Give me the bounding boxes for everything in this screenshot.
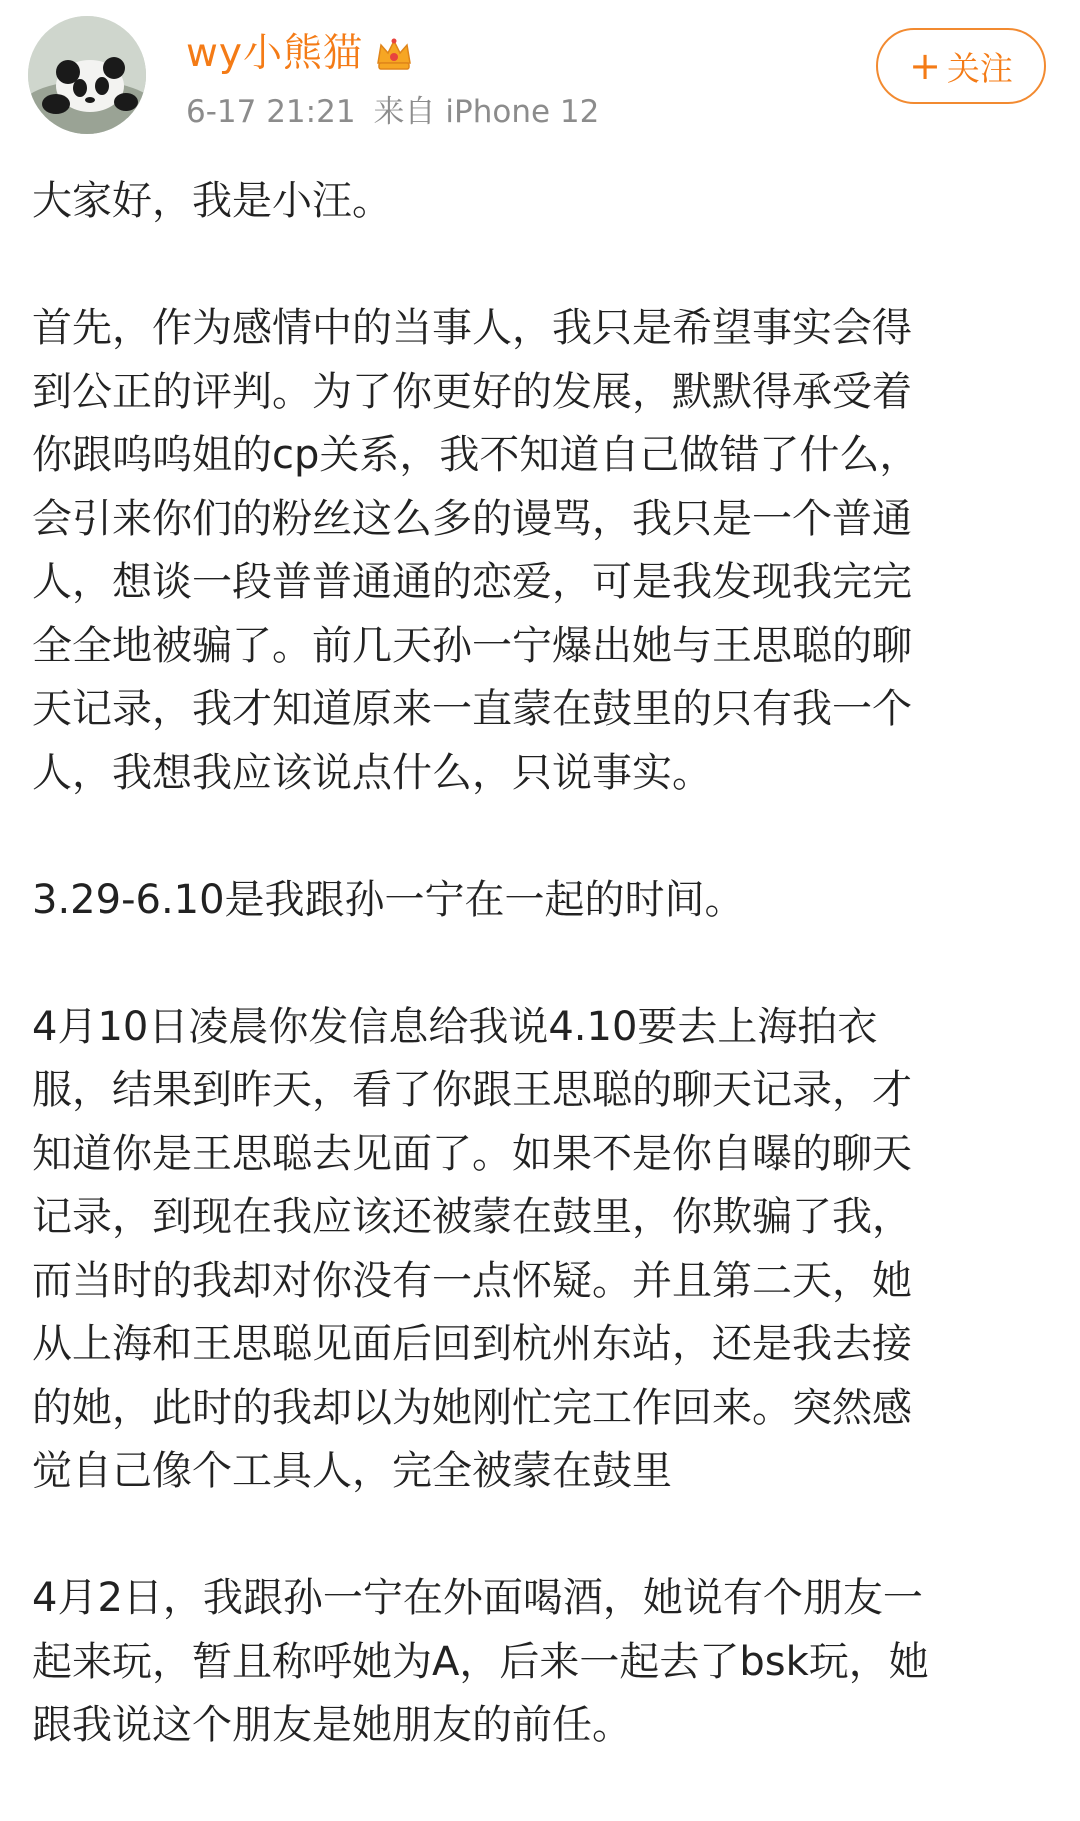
text-line: 首先，作为感情中的当事人，我只是希望事实会得: [32, 305, 912, 351]
post-paragraph: [32, 170, 1052, 234]
post-paragraph: [32, 297, 1052, 805]
text-line: 的她，此时的我却以为她刚忙完工作回来。突然感: [32, 1384, 912, 1431]
follow-button[interactable]: [876, 28, 1046, 104]
post-meta: [186, 92, 617, 132]
post-paragraph: [32, 1567, 1052, 1758]
panda-avatar-icon: [28, 16, 146, 134]
text-line: 4月10日凌晨你发信息给我说4.10要去上海拍衣: [32, 1003, 878, 1050]
text-line: 大家好，我是小汪。: [32, 178, 392, 224]
post-paragraph: [32, 996, 1052, 1504]
text-line: 到公正的评判。为了你更好的发展，默默得承受着: [32, 368, 912, 415]
post-header: [0, 0, 1080, 160]
text-line: 起来玩，暂且称呼她为A，后来一起去了bsk玩，她: [32, 1638, 929, 1685]
text-line: 会引来你们的粉丝这么多的谩骂，我只是一个普通: [32, 495, 912, 542]
post-content: [32, 170, 1052, 1821]
avatar[interactable]: [28, 16, 146, 134]
text-line: 而当时的我却对你没有一点怀疑。并且第二天，她: [32, 1257, 912, 1304]
text-line: 跟我说这个朋友是她朋友的前任。: [32, 1702, 632, 1748]
post-source: 来自 iPhone 12: [373, 94, 600, 130]
text-line: 服，结果到昨天，看了你跟王思聪的聊天记录，才: [32, 1067, 912, 1113]
text-line: 你跟呜呜姐的cp关系，我不知道自己做错了什么，: [32, 432, 920, 478]
text-line: 记录，到现在我应该还被蒙在鼓里，你欺骗了我，: [32, 1194, 912, 1240]
post-paragraph: [32, 869, 1052, 933]
plus-icon: +: [909, 44, 941, 88]
text-line: 知道你是王思聪去见面了。如果不是你自曝的聊天: [32, 1130, 912, 1177]
text-line: 人，想谈一段普普通通的恋爱，可是我发现我完完: [32, 559, 912, 605]
username-row: [186, 26, 617, 82]
text-line: 4月2日，我跟孙一宁在外面喝酒，她说有个朋友一: [32, 1575, 923, 1621]
username[interactable]: wy小熊猫: [186, 31, 363, 76]
text-line: 人，我想我应该说点什么，只说事实。: [32, 749, 712, 796]
text-line: 觉自己像个工具人，完全被蒙在鼓里: [32, 1448, 672, 1494]
text-line: 从上海和王思聪见面后回到杭州东站，还是我去接: [32, 1321, 912, 1367]
text-line: 天记录，我才知道原来一直蒙在鼓里的只有我一个: [32, 686, 912, 732]
crown-icon: [373, 33, 415, 75]
follow-label: 关注: [946, 48, 1013, 88]
text-line: 3.29-6.10是我跟孙一宁在一起的时间。: [32, 876, 745, 923]
timestamp: 6-17 21:21: [186, 94, 356, 130]
text-line: 全全地被骗了。前几天孙一宁爆出她与王思聪的聊: [32, 622, 912, 669]
user-block: [186, 26, 617, 132]
